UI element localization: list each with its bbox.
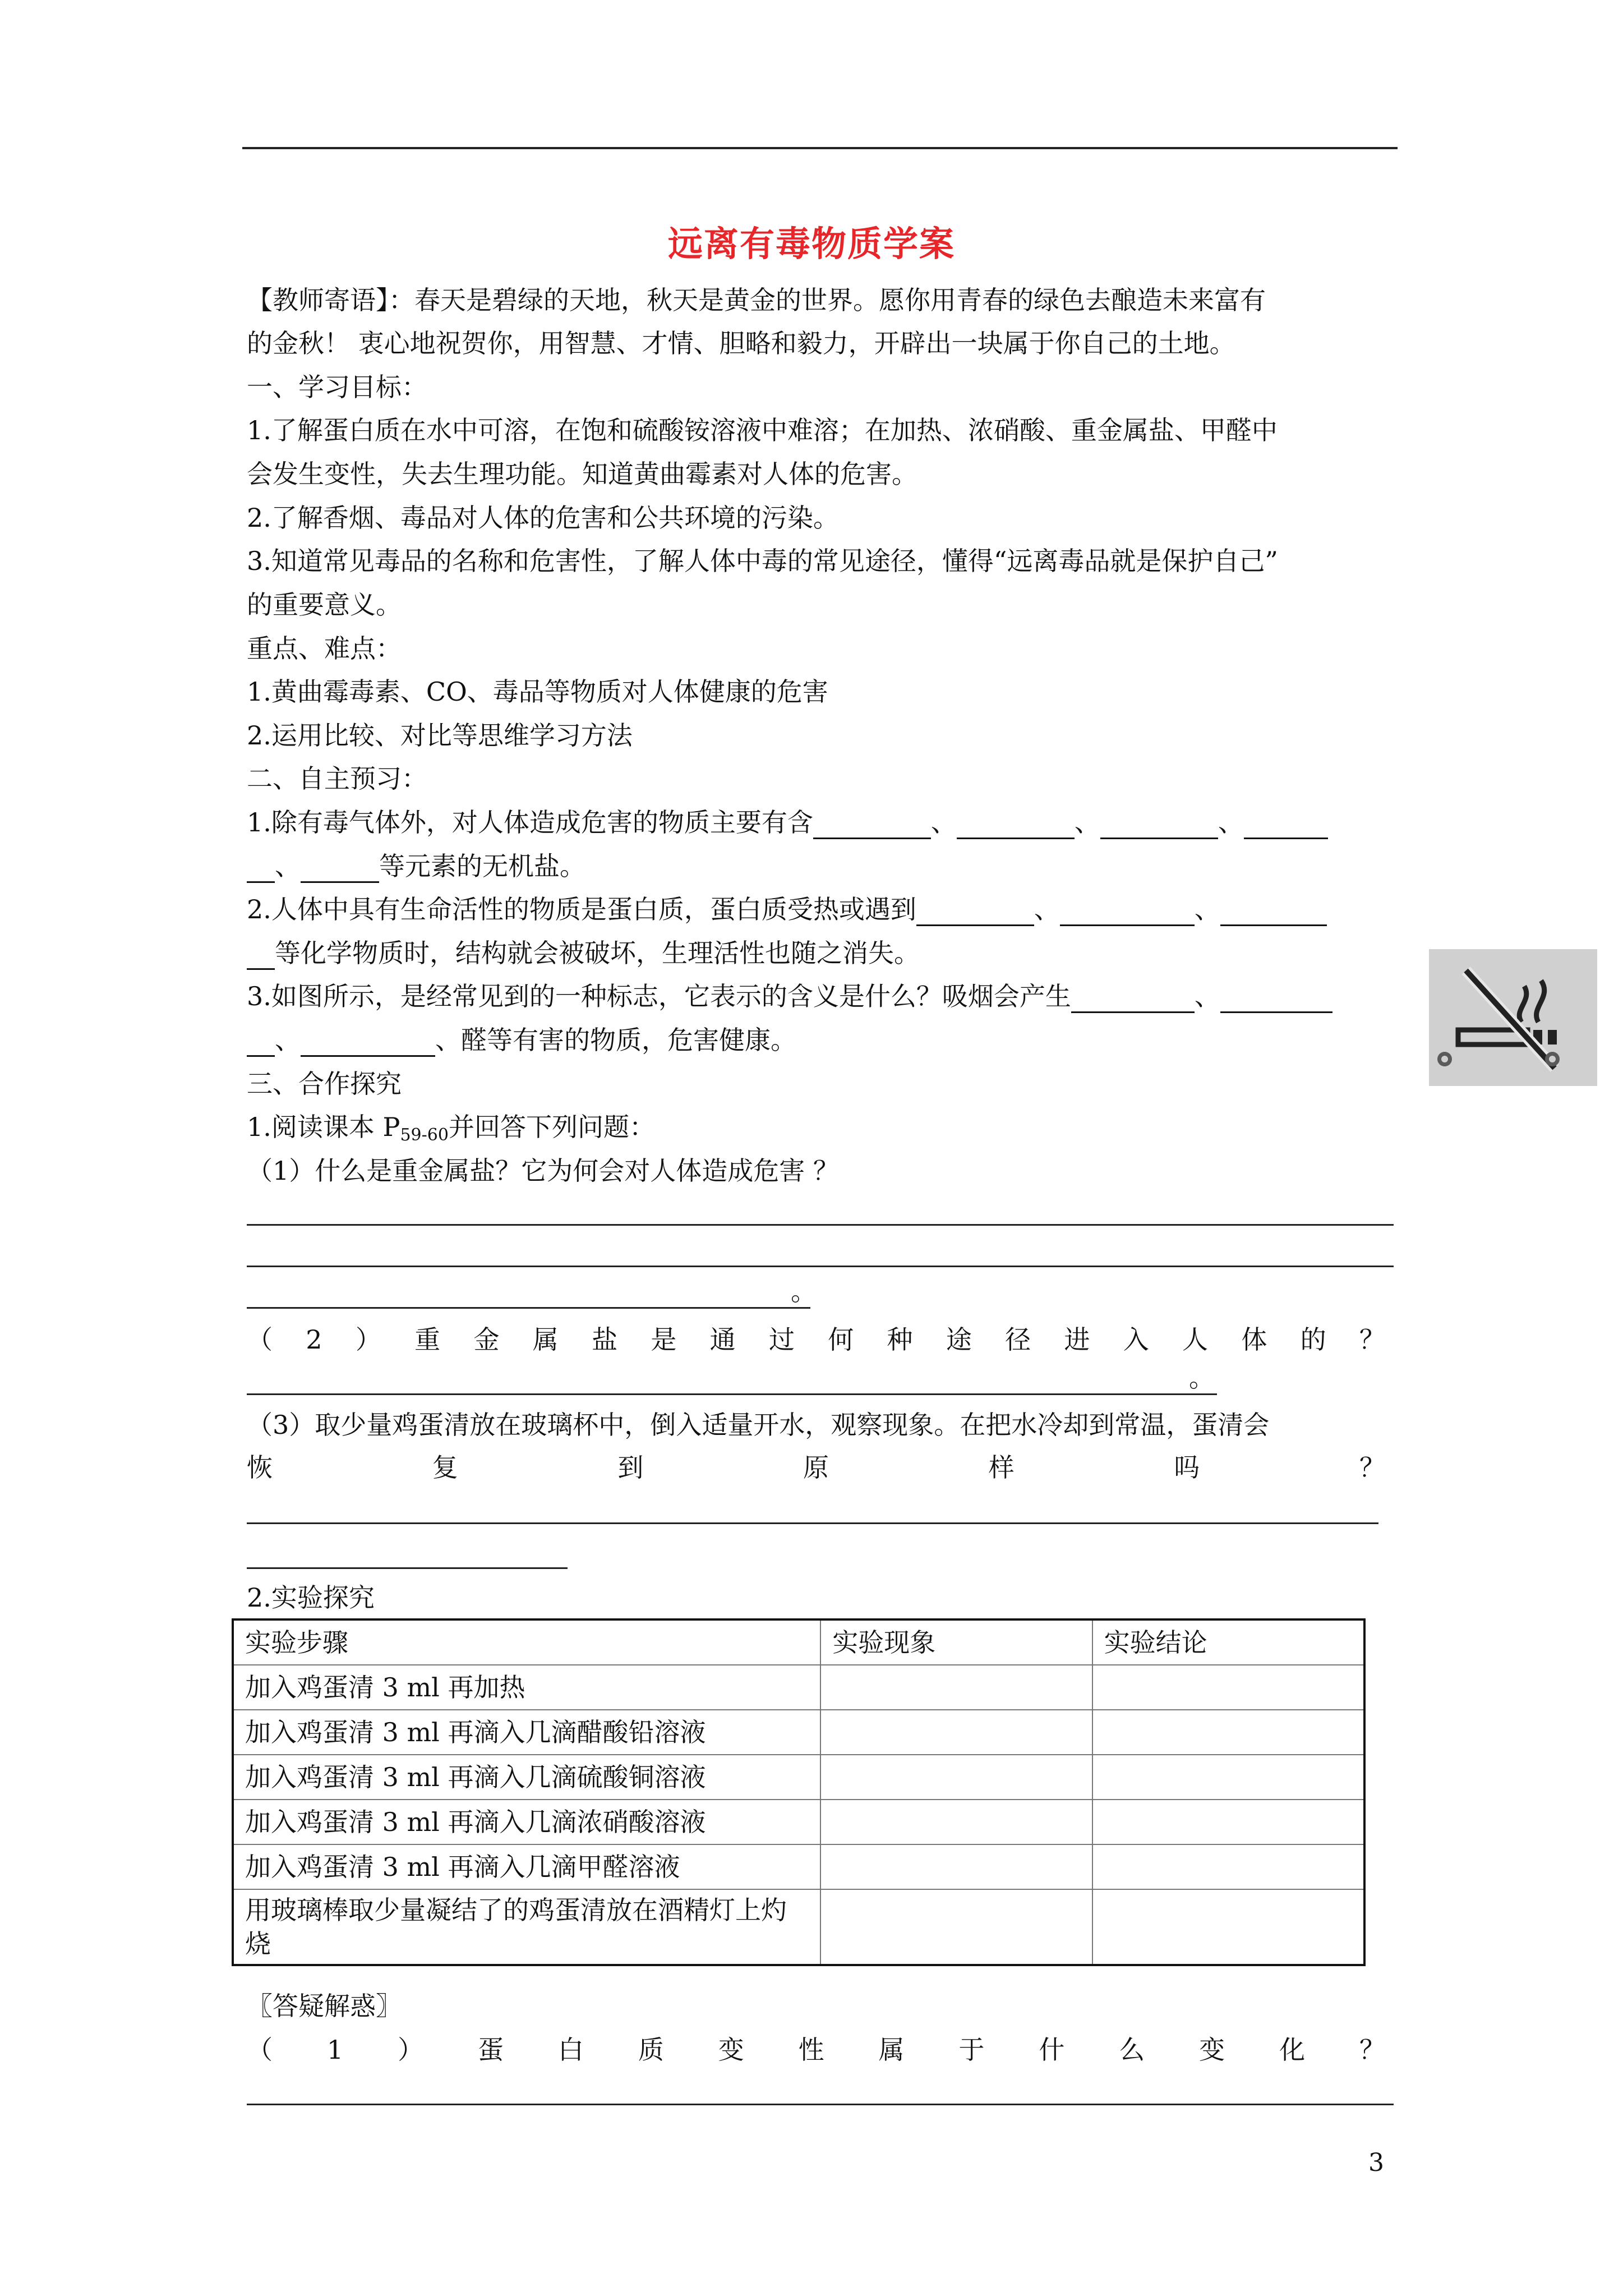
question-text: 等化学物质时，结构就会被破坏，生理活性也随之消失。	[275, 938, 920, 968]
preview-question-3: 3.如图所示，是经常见到的一种标志，它表示的含义是什么？吸烟会产生 、	[247, 979, 1332, 1013]
explore-question-2	[247, 1323, 1385, 1356]
phenomenon-cell[interactable]	[820, 1800, 1092, 1844]
experiment-heading: 2.实验探究	[247, 1582, 375, 1613]
spread-char: 性	[798, 2035, 824, 2065]
spread-char: 蛋	[478, 2035, 504, 2065]
question-text: 2.人体中具有生命活性的物质是蛋白质，蛋白质受热或遇到	[247, 894, 916, 924]
preview-question-3-cont: 、 、醛等有害的物质，危害健康。	[247, 1023, 796, 1057]
answer-blank[interactable]	[1071, 983, 1195, 1013]
spread-char: 化	[1279, 2035, 1306, 2065]
step-cell: 加入鸡蛋清 3 ml 再滴入几滴浓硝酸溶液	[233, 1800, 820, 1844]
spread-char: 恢	[247, 1452, 273, 1483]
answer-line[interactable]	[247, 1266, 1394, 1267]
spread-char: （	[247, 1324, 273, 1355]
table-row	[233, 1710, 1364, 1755]
step-cell: 用玻璃棒取少量凝结了的鸡蛋清放在酒精灯上灼 烧	[233, 1889, 820, 1965]
conclusion-cell[interactable]	[1092, 1889, 1364, 1965]
spread-char: 进	[1064, 1324, 1090, 1355]
step-cell: 加入鸡蛋清 3 ml 再滴入几滴硫酸铜溶液	[233, 1755, 820, 1800]
preview-question-1: 1.除有毒气体外，对人体造成危害的物质主要有含 、 、 、	[247, 806, 1328, 839]
phenomenon-cell[interactable]	[820, 1889, 1092, 1965]
qa-question-1	[247, 2033, 1385, 2067]
spread-char: 人	[1182, 1324, 1209, 1355]
answer-line[interactable]	[247, 1567, 568, 1569]
header-rule	[242, 147, 1398, 149]
step-cell: 加入鸡蛋清 3 ml 再滴入几滴甲醛溶液	[233, 1844, 820, 1889]
answer-line[interactable]	[247, 1307, 810, 1309]
step-cell: 加入鸡蛋清 3 ml 再滴入几滴醋酸铅溶液	[233, 1710, 820, 1755]
spread-char: ？	[1359, 1452, 1385, 1483]
conclusion-cell[interactable]	[1092, 1710, 1364, 1755]
spread-char: 吗	[1174, 1452, 1200, 1483]
experiment-table	[232, 1618, 1366, 1966]
question-text: 3.如图所示，是经常见到的一种标志，它表示的含义是什么？吸烟会产生	[247, 981, 1071, 1011]
spread-char: 变	[718, 2035, 744, 2065]
spread-char: 何	[828, 1324, 854, 1355]
goal-3-line1: 3.知道常见毒品的名称和危害性，了解人体中毒的常见途径，懂得“远离毒品就是保护自己”	[247, 546, 1278, 576]
spread-char: 体	[1241, 1324, 1267, 1355]
preview-question-2: 2.人体中具有生命活性的物质是蛋白质，蛋白质受热或遇到 、 、	[247, 892, 1327, 926]
header-cell-phenomenon: 实验现象	[820, 1619, 1092, 1665]
answer-blank[interactable]	[301, 853, 379, 883]
spread-char: 到	[617, 1452, 644, 1483]
spread-char: 过	[768, 1324, 795, 1355]
qa-heading: 〖答疑解惑〗	[247, 1991, 402, 2021]
answer-line[interactable]	[247, 1224, 1394, 1226]
answer-blank[interactable]	[1060, 896, 1195, 926]
spread-char: 变	[1199, 2035, 1225, 2065]
answer-blank[interactable]	[916, 896, 1034, 926]
spread-char: 途	[946, 1324, 972, 1355]
keypoint-1: 1.黄曲霉毒素、CO、毒品等物质对人体健康的危害	[247, 677, 828, 707]
answer-blank[interactable]	[247, 940, 275, 970]
answer-line[interactable]	[247, 1522, 1378, 1524]
explore-question-1: （1）什么是重金属盐？它为何会对人体造成危害 ？	[247, 1156, 839, 1186]
spread-char: 原	[803, 1452, 829, 1483]
table-row	[233, 1665, 1364, 1710]
conclusion-cell[interactable]	[1092, 1665, 1364, 1710]
answer-blank[interactable]	[813, 809, 931, 839]
keypoint-2: 2.运用比较、对比等思维学习方法	[247, 720, 633, 751]
answer-blank[interactable]	[247, 1027, 275, 1057]
spread-char: 径	[1005, 1324, 1031, 1355]
period-mark: 。	[1189, 1363, 1215, 1393]
spread-char: ？	[1359, 2035, 1385, 2065]
spread-char: 质	[638, 2035, 664, 2065]
header-cell-steps: 实验步骤	[233, 1619, 820, 1665]
table-row	[233, 1889, 1364, 1965]
phenomenon-cell[interactable]	[820, 1710, 1092, 1755]
step-cell: 加入鸡蛋清 3 ml 再加热	[233, 1665, 820, 1710]
answer-line[interactable]	[247, 2104, 1394, 2105]
answer-line[interactable]	[247, 1393, 1217, 1395]
spread-char: 2	[306, 1324, 322, 1355]
spread-char: ？	[1359, 1324, 1385, 1355]
answer-blank[interactable]	[1220, 983, 1332, 1013]
answer-blank[interactable]	[1220, 896, 1327, 926]
spread-char: 重	[414, 1324, 441, 1355]
spread-char: 属	[532, 1324, 559, 1355]
spread-char: 样	[988, 1452, 1015, 1483]
goal-1-line2: 会发生变性，失去生理功能。知道黄曲霉素对人体的危害。	[247, 459, 917, 489]
table-header-row	[233, 1619, 1364, 1665]
spread-char: 属	[878, 2035, 905, 2065]
table-row	[233, 1755, 1364, 1800]
spread-char: 于	[958, 2035, 985, 2065]
preview-question-1-cont: 、 等元素的无机盐。	[247, 849, 585, 883]
spread-char: 的	[1300, 1324, 1326, 1355]
answer-blank[interactable]	[1100, 809, 1218, 839]
goal-3-line2: 的重要意义。	[247, 590, 402, 620]
phenomenon-cell[interactable]	[820, 1844, 1092, 1889]
answer-blank[interactable]	[1244, 809, 1328, 839]
keypoints-heading: 重点、难点：	[247, 633, 402, 664]
answer-blank[interactable]	[301, 1027, 435, 1057]
spread-char: 是	[651, 1324, 677, 1355]
spread-char: 盐	[592, 1324, 618, 1355]
answer-blank[interactable]	[247, 853, 275, 883]
question-text: 1.除有毒气体外，对人体造成危害的物质主要有含	[247, 807, 813, 838]
spread-char: 白	[557, 2035, 584, 2065]
teacher-message-line2: 的金秋！ 衷心地祝贺你，用智慧、才情、胆略和毅力，开辟出一块属于你自己的土地。	[247, 328, 1235, 358]
question-text: 等元素的无机盐。	[379, 851, 585, 881]
period-mark: 。	[791, 1276, 817, 1306]
question-text: 、醛等有害的物质，危害健康。	[435, 1025, 796, 1055]
conclusion-cell[interactable]	[1092, 1800, 1364, 1844]
page-number: 3	[1368, 2148, 1384, 2177]
spread-char: （	[247, 2035, 273, 2065]
header-cell-conclusion: 实验结论	[1092, 1619, 1364, 1665]
no-smoking-icon	[1429, 949, 1597, 1086]
phenomenon-cell[interactable]	[820, 1665, 1092, 1710]
conclusion-cell[interactable]	[1092, 1755, 1364, 1800]
spread-char: 种	[887, 1324, 913, 1355]
explore-read-instruction: 1.阅读课本 $P_{59-60}$并回答下列问题：	[247, 1112, 655, 1145]
goal-1-line1: 1.了解蛋白质在水中可溶，在饱和硫酸铵溶液中难溶；在加热、浓硝酸、重金属盐、甲醛中	[247, 415, 1278, 445]
spread-char: ）	[398, 2035, 424, 2065]
spread-char: 复	[432, 1452, 458, 1483]
table-row	[233, 1800, 1364, 1844]
spread-char: 金	[473, 1324, 500, 1355]
answer-blank[interactable]	[957, 809, 1075, 839]
conclusion-cell[interactable]	[1092, 1844, 1364, 1889]
spread-char: 入	[1123, 1324, 1149, 1355]
explore-heading: 三、合作探究	[247, 1069, 402, 1099]
preview-question-2-cont	[247, 936, 920, 970]
spread-char: 1	[326, 2035, 344, 2065]
goal-2: 2.了解香烟、毒品对人体的危害和公共环境的污染。	[247, 503, 839, 533]
teacher-message-line1: 【教师寄语】：春天是碧绿的天地，秋天是黄金的世界。愿你用青春的绿色去酿造未来富有	[247, 285, 1266, 315]
explore-question-3-line2	[247, 1451, 1385, 1484]
spread-char: 什	[1039, 2035, 1065, 2065]
spread-char: 通	[709, 1324, 736, 1355]
table-row	[233, 1844, 1364, 1889]
preview-heading: 二、自主预习：	[247, 763, 427, 794]
page-title: 远离有毒物质学案	[667, 223, 955, 264]
spread-char: ）	[355, 1324, 381, 1355]
spread-char: 么	[1119, 2035, 1145, 2065]
phenomenon-cell[interactable]	[820, 1755, 1092, 1800]
explore-question-3-line1: （3）取少量鸡蛋清放在玻璃杯中，倒入适量开水，观察现象。在把水冷却到常温，蛋清会	[247, 1410, 1270, 1440]
goals-heading: 一、学习目标：	[247, 372, 427, 402]
